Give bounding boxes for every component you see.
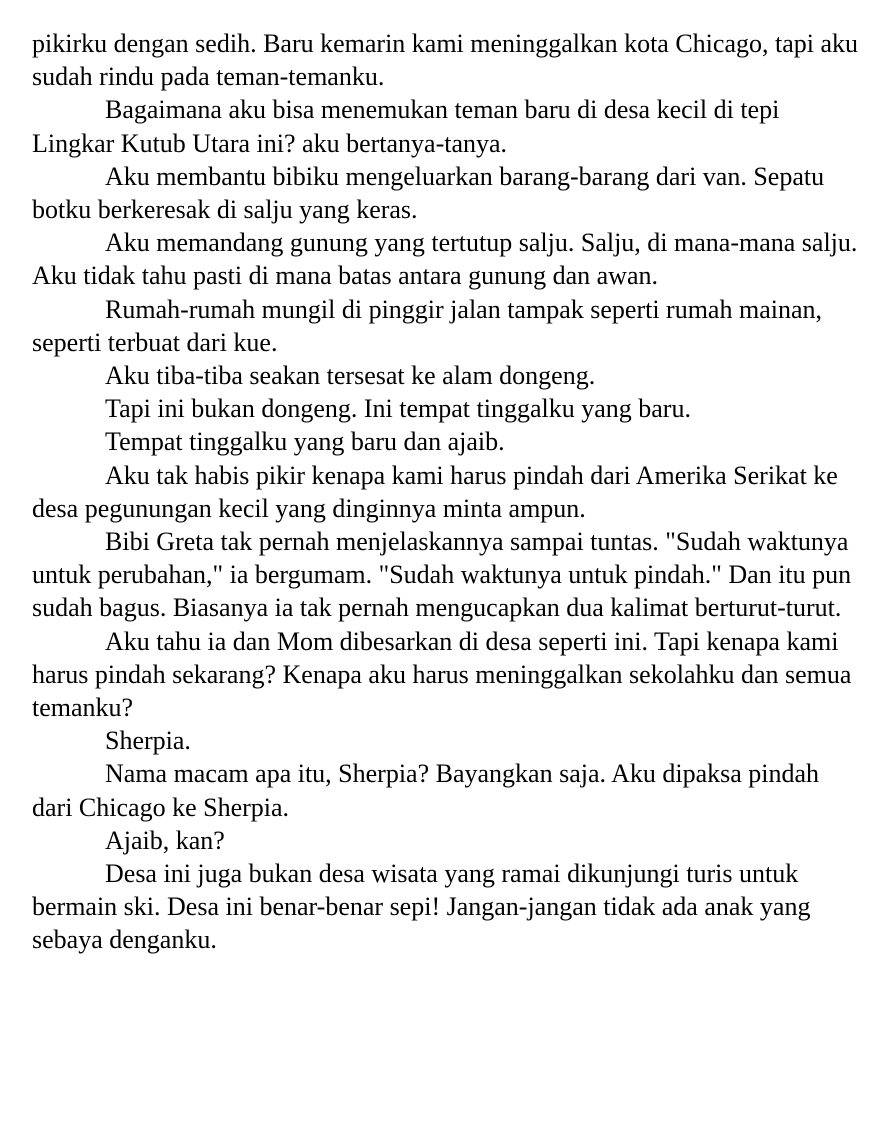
- paragraph: Rumah-rumah mungil di pinggir jalan tampak seperti rumah mainan, seperti terbuat dari kue.: [32, 294, 822, 357]
- page-body: [32, 27, 862, 957]
- paragraph: Bagaimana aku bisa menemukan teman baru di desa kecil di tepi Lingkar Kutub Utara ini? aku bertanya-tanya.: [32, 95, 780, 158]
- paragraph: Aku tiba-tiba seakan tersesat ke alam dongeng.: [105, 361, 596, 391]
- paragraph: Aku tahu ia dan Mom dibesarkan di desa seperti ini. Tapi kenapa kami harus pindah sekarang? Kenapa aku harus meninggalkan sekolahku dan semua temanku?: [32, 626, 852, 723]
- paragraph: Aku tak habis pikir kenapa kami harus pindah dari Amerika Serikat ke desa pegunungan kecil yang dinginnya minta ampun.: [32, 460, 838, 523]
- paragraph: Sherpia.: [105, 726, 191, 756]
- paragraph: Tapi ini bukan dongeng. Ini tempat tinggalku yang baru.: [105, 394, 691, 424]
- paragraph: Ajaib, kan?: [105, 825, 225, 855]
- paragraph: Aku memandang gunung yang tertutup salju. Salju, di mana-mana salju. Aku tidak tahu pasti di mana batas antara gunung dan awan.: [32, 228, 858, 291]
- paragraph: Aku membantu bibiku mengeluarkan barang-barang dari van. Sepatu botku berkeresak di salju yang keras.: [32, 161, 825, 225]
- paragraph: Desa ini juga bukan desa wisata yang ramai dikunjungi turis untuk bermain ski. Desa ini benar-benar sepi! Jangan-jangan tidak ada anak yang sebaya denganku.: [32, 859, 811, 955]
- paragraph: Tempat tinggalku yang baru dan ajaib.: [105, 427, 505, 457]
- paragraph: pikirku dengan sedih. Baru kemarin kami meninggalkan kota Chicago, tapi aku sudah rindu pada teman-temanku.: [32, 29, 859, 92]
- paragraph: Bibi Greta tak pernah menjelaskannya sampai tuntas. "Sudah waktunya untuk perubahan," ia bergumam. "Sudah waktunya untuk pindah." Dan itu pun sudah bagus. Biasanya ia tak pernah mengucapkan dua kalimat berturut-turut.: [32, 527, 852, 623]
- paragraph: Nama macam apa itu, Sherpia? Bayangkan saja. Aku dipaksa pindah dari Chicago ke Sherpia.: [32, 759, 820, 822]
